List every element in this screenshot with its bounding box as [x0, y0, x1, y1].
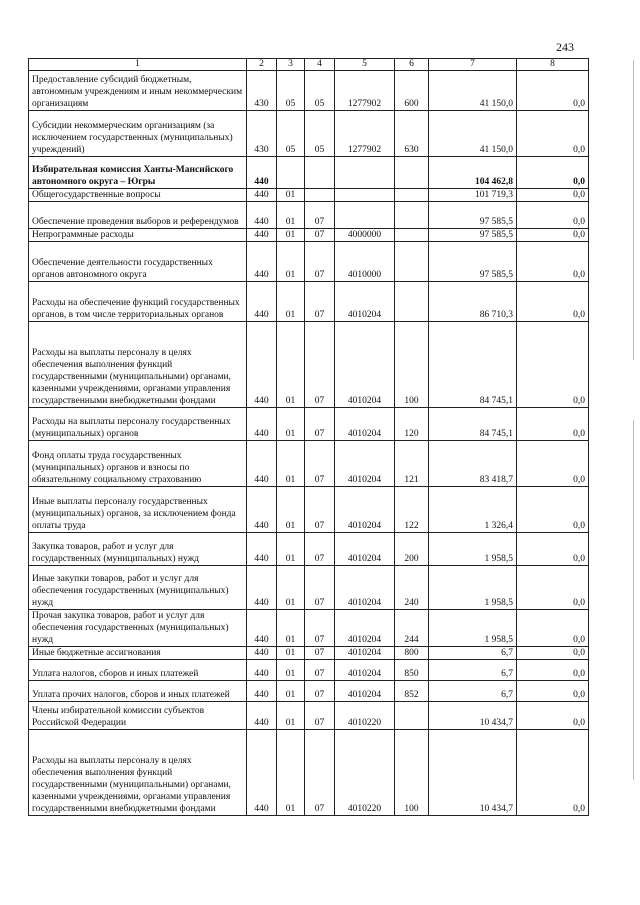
row-name-cell: Фонд оплаты труда государственных (муниципальных) органов и взносы по обязательному социальному страхованию: [29, 441, 247, 487]
amount-2-cell: 0,0: [517, 202, 589, 229]
subsection-code-cell: 07: [305, 408, 335, 441]
section-code-cell: 01: [277, 730, 305, 816]
expense-type-cell: 600: [395, 71, 429, 111]
target-article-cell: 4010204: [335, 408, 395, 441]
target-article-cell: 4010204: [335, 566, 395, 610]
amount-cell: 101 719,3: [429, 189, 517, 202]
amount-cell: 83 418,7: [429, 441, 517, 487]
section-code-cell: 01: [277, 487, 305, 533]
amount-cell: 104 462,8: [429, 157, 517, 189]
subsection-code-cell: 07: [305, 566, 335, 610]
row-name-cell: Уплата налогов, сборов и иных платежей: [29, 660, 247, 681]
amount-2-cell: 0,0: [517, 229, 589, 242]
row-name-cell: Общегосударственные вопросы: [29, 189, 247, 202]
amount-2-cell: 0,0: [517, 157, 589, 189]
row-name-cell: Избирательная комиссия Ханты-Мансийского автономного округа – Югры: [29, 157, 247, 189]
subsection-code-cell: 07: [305, 702, 335, 730]
column-header: 6: [395, 59, 429, 71]
table-row: [29, 229, 589, 242]
section-code-cell: 05: [277, 71, 305, 111]
amount-cell: 6,7: [429, 681, 517, 702]
section-code-cell: 01: [277, 647, 305, 660]
target-article-cell: 4010000: [335, 242, 395, 282]
table-row: [29, 730, 589, 816]
amount-2-cell: 0,0: [517, 111, 589, 157]
table-row: [29, 702, 589, 730]
table-header-row: [29, 59, 589, 71]
row-name-cell: Расходы на обеспечение функций государственных органов, в том числе территориальных органов: [29, 282, 247, 322]
expense-type-cell: 121: [395, 441, 429, 487]
amount-cell: 86 710,3: [429, 282, 517, 322]
amount-2-cell: 0,0: [517, 242, 589, 282]
row-name-cell: Предоставление субсидий бюджетным, автономным учреждениям и иным некоммерческим организациям: [29, 71, 247, 111]
table-row: [29, 282, 589, 322]
amount-cell: 1 958,5: [429, 533, 517, 566]
target-article-cell: [335, 202, 395, 229]
amount-2-cell: 0,0: [517, 322, 589, 408]
amount-cell: 97 585,5: [429, 202, 517, 229]
row-name-cell: Иные закупки товаров, работ и услуг для обеспечения государственных (муниципальных) нужд: [29, 566, 247, 610]
expense-type-cell: [395, 189, 429, 202]
amount-cell: 84 745,1: [429, 322, 517, 408]
table-row: [29, 242, 589, 282]
table-row: [29, 71, 589, 111]
amount-cell: 41 150,0: [429, 71, 517, 111]
expense-type-cell: 800: [395, 647, 429, 660]
row-name-cell: Члены избирательной комиссии субъектов Российской Федерации: [29, 702, 247, 730]
target-article-cell: 1277902: [335, 111, 395, 157]
scan-edge-mark: [633, 420, 634, 780]
amount-2-cell: 0,0: [517, 441, 589, 487]
row-name-cell: Прочая закупка товаров, работ и услуг для обеспечения государственных (муниципальных) нужд: [29, 610, 247, 647]
admin-code-cell: 440: [247, 487, 277, 533]
section-code-cell: 01: [277, 681, 305, 702]
amount-2-cell: 0,0: [517, 730, 589, 816]
target-article-cell: 4010204: [335, 441, 395, 487]
subsection-code-cell: [305, 157, 335, 189]
row-name-cell: Уплата прочих налогов, сборов и иных платежей: [29, 681, 247, 702]
admin-code-cell: 440: [247, 660, 277, 681]
subsection-code-cell: 07: [305, 202, 335, 229]
subsection-code-cell: 07: [305, 242, 335, 282]
admin-code-cell: 440: [247, 408, 277, 441]
expense-type-cell: [395, 282, 429, 322]
amount-2-cell: 0,0: [517, 487, 589, 533]
admin-code-cell: 440: [247, 647, 277, 660]
section-code-cell: 01: [277, 242, 305, 282]
target-article-cell: 4010204: [335, 660, 395, 681]
column-header: 1: [29, 59, 247, 71]
amount-2-cell: 0,0: [517, 647, 589, 660]
subsection-code-cell: 07: [305, 487, 335, 533]
column-header: 5: [335, 59, 395, 71]
amount-2-cell: 0,0: [517, 533, 589, 566]
row-name-cell: Субсидии некоммерческим организациям (за исключением государственных (муниципальных) учреждений): [29, 111, 247, 157]
subsection-code-cell: 07: [305, 681, 335, 702]
subsection-code-cell: 07: [305, 322, 335, 408]
admin-code-cell: 440: [247, 229, 277, 242]
table-row: [29, 322, 589, 408]
subsection-code-cell: 07: [305, 229, 335, 242]
section-code-cell: 01: [277, 202, 305, 229]
subsection-code-cell: 07: [305, 730, 335, 816]
admin-code-cell: 440: [247, 202, 277, 229]
expense-type-cell: 100: [395, 730, 429, 816]
column-header: 7: [429, 59, 517, 71]
scan-edge-mark: [633, 60, 634, 360]
page-number: 243: [556, 40, 574, 54]
admin-code-cell: 440: [247, 322, 277, 408]
target-article-cell: [335, 189, 395, 202]
admin-code-cell: 440: [247, 189, 277, 202]
subsection-code-cell: 07: [305, 533, 335, 566]
target-article-cell: 4010204: [335, 322, 395, 408]
amount-cell: 1 958,5: [429, 566, 517, 610]
expense-type-cell: [395, 229, 429, 242]
target-article-cell: 4010204: [335, 681, 395, 702]
expense-type-cell: [395, 157, 429, 189]
section-code-cell: 01: [277, 660, 305, 681]
row-name-cell: Расходы на выплаты персоналу в целях обеспечения выполнения функций государственными (муниципальными) органами, казенными учреждениями, органами управления государственными внебюджетными фондами: [29, 322, 247, 408]
expense-type-cell: [395, 202, 429, 229]
admin-code-cell: 440: [247, 610, 277, 647]
section-code-cell: 01: [277, 441, 305, 487]
admin-code-cell: 430: [247, 111, 277, 157]
section-code-cell: 01: [277, 322, 305, 408]
subsection-code-cell: 07: [305, 441, 335, 487]
amount-cell: 97 585,5: [429, 242, 517, 282]
amount-2-cell: 0,0: [517, 71, 589, 111]
admin-code-cell: 430: [247, 71, 277, 111]
table-row: [29, 441, 589, 487]
expense-type-cell: 122: [395, 487, 429, 533]
expense-type-cell: 200: [395, 533, 429, 566]
table-row: [29, 202, 589, 229]
section-code-cell: 01: [277, 229, 305, 242]
section-code-cell: [277, 157, 305, 189]
row-name-cell: Расходы на выплаты персоналу государственных (муниципальных) органов: [29, 408, 247, 441]
amount-cell: 41 150,0: [429, 111, 517, 157]
amount-cell: 6,7: [429, 660, 517, 681]
row-name-cell: Закупка товаров, работ и услуг для государственных (муниципальных) нужд: [29, 533, 247, 566]
subsection-code-cell: 07: [305, 660, 335, 681]
table-row: [29, 660, 589, 681]
expense-type-cell: [395, 242, 429, 282]
amount-cell: 10 434,7: [429, 702, 517, 730]
row-name-cell: Непрограммные расходы: [29, 229, 247, 242]
admin-code-cell: 440: [247, 157, 277, 189]
target-article-cell: [335, 157, 395, 189]
amount-2-cell: 0,0: [517, 282, 589, 322]
admin-code-cell: 440: [247, 533, 277, 566]
expense-type-cell: 850: [395, 660, 429, 681]
expense-type-cell: 240: [395, 566, 429, 610]
table-row: [29, 189, 589, 202]
expense-type-cell: 852: [395, 681, 429, 702]
admin-code-cell: 440: [247, 730, 277, 816]
table-row: [29, 566, 589, 610]
subsection-code-cell: 05: [305, 111, 335, 157]
amount-2-cell: 0,0: [517, 610, 589, 647]
row-name-cell: Обеспечение деятельности государственных органов автономного округа: [29, 242, 247, 282]
admin-code-cell: 440: [247, 681, 277, 702]
admin-code-cell: 440: [247, 441, 277, 487]
admin-code-cell: 440: [247, 282, 277, 322]
admin-code-cell: 440: [247, 242, 277, 282]
column-header: 8: [517, 59, 589, 71]
table-row: [29, 681, 589, 702]
target-article-cell: 4010204: [335, 610, 395, 647]
amount-2-cell: 0,0: [517, 408, 589, 441]
expense-type-cell: 244: [395, 610, 429, 647]
amount-cell: 97 585,5: [429, 229, 517, 242]
amount-2-cell: 0,0: [517, 660, 589, 681]
budget-table: [28, 58, 589, 816]
amount-2-cell: 0,0: [517, 681, 589, 702]
target-article-cell: 4010204: [335, 533, 395, 566]
section-code-cell: 01: [277, 282, 305, 322]
amount-cell: 1 958,5: [429, 610, 517, 647]
column-header: 2: [247, 59, 277, 71]
section-code-cell: 01: [277, 408, 305, 441]
section-code-cell: 01: [277, 533, 305, 566]
section-code-cell: 01: [277, 610, 305, 647]
amount-2-cell: 0,0: [517, 702, 589, 730]
subsection-code-cell: 07: [305, 282, 335, 322]
target-article-cell: 4010204: [335, 282, 395, 322]
amount-2-cell: 0,0: [517, 189, 589, 202]
subsection-code-cell: 05: [305, 71, 335, 111]
expense-type-cell: 100: [395, 322, 429, 408]
amount-2-cell: 0,0: [517, 566, 589, 610]
subsection-code-cell: 07: [305, 610, 335, 647]
subsection-code-cell: 07: [305, 647, 335, 660]
row-name-cell: Расходы на выплаты персоналу в целях обеспечения выполнения функций государственными (муниципальными) органами, казенными учреждениями, органами управления государственными внебюджетными фондами: [29, 730, 247, 816]
subsection-code-cell: [305, 189, 335, 202]
target-article-cell: 4000000: [335, 229, 395, 242]
table-row: [29, 533, 589, 566]
admin-code-cell: 440: [247, 702, 277, 730]
target-article-cell: 4010204: [335, 647, 395, 660]
table-row: [29, 111, 589, 157]
target-article-cell: 4010220: [335, 730, 395, 816]
table-row: [29, 408, 589, 441]
expense-type-cell: 630: [395, 111, 429, 157]
row-name-cell: Обеспечение проведения выборов и референдумов: [29, 202, 247, 229]
table-row: [29, 610, 589, 647]
amount-cell: 10 434,7: [429, 730, 517, 816]
section-code-cell: 01: [277, 702, 305, 730]
table-row: [29, 487, 589, 533]
expense-type-cell: 120: [395, 408, 429, 441]
amount-cell: 1 326,4: [429, 487, 517, 533]
target-article-cell: 4010220: [335, 702, 395, 730]
expense-type-cell: [395, 702, 429, 730]
amount-cell: 84 745,1: [429, 408, 517, 441]
section-code-cell: 01: [277, 189, 305, 202]
admin-code-cell: 440: [247, 566, 277, 610]
table-row: [29, 157, 589, 189]
section-code-cell: 01: [277, 566, 305, 610]
target-article-cell: 1277902: [335, 71, 395, 111]
amount-cell: 6,7: [429, 647, 517, 660]
section-code-cell: 05: [277, 111, 305, 157]
target-article-cell: 4010204: [335, 487, 395, 533]
column-header: 4: [305, 59, 335, 71]
row-name-cell: Иные бюджетные ассигнования: [29, 647, 247, 660]
row-name-cell: Иные выплаты персоналу государственных (муниципальных) органов, за исключением фонда оплаты труда: [29, 487, 247, 533]
table-row: [29, 647, 589, 660]
column-header: 3: [277, 59, 305, 71]
